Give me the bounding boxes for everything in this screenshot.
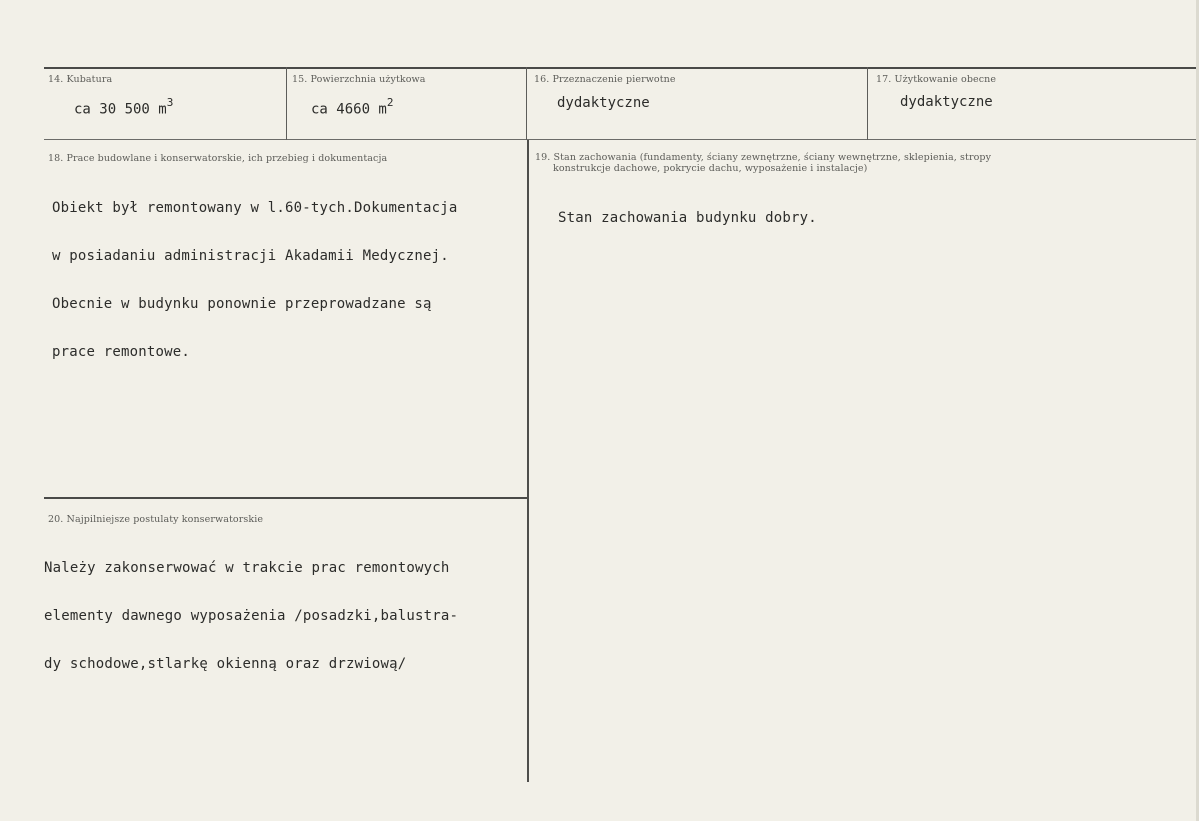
field-15-value [311,98,393,118]
field-18-line: w posiadaniu administracji Akadamii Medycznej. [52,248,449,264]
field-20-line: Należy zakonserwować w trakcie prac remontowych [44,560,450,576]
divider-15-16 [526,67,527,140]
field-14-label: 14. Kubatura [48,74,113,85]
field-20-text [44,528,458,704]
divider-main [527,140,529,782]
divider-14-15 [286,67,287,140]
field-20-line: elementy dawnego wyposażenia /posadzki,balustra- [44,608,459,624]
field-19-label-line: konstrukcje dachowe, pokrycie dachu, wyposażenie i instalacje) [553,163,868,174]
field-15-unit-exponent: 2 [386,96,394,109]
field-14-value [74,98,173,118]
field-18-line: Obiekt był remontowany w l.60-tych.Dokumentacja [52,200,458,216]
field-20-label: 20. Najpilniejsze postulaty konserwatorskie [48,514,264,525]
field-14-unit-exponent: 3 [166,96,174,109]
field-16-label: 16. Przeznaczenie pierwotne [534,74,676,85]
divider-16-17 [867,67,868,140]
field-18-line: Obecnie w budynku ponownie przeprowadzane są [52,296,432,312]
field-14-number: ca 30 500 m [74,101,167,118]
field-18-text [52,168,458,392]
field-15-label: 15. Powierzchnia użytkowa [292,74,426,85]
field-16-value: dydaktyczne [557,95,650,111]
field-18-line: prace remontowe. [52,344,191,360]
field-17-value: dydaktyczne [900,94,993,110]
field-19-label [535,152,991,174]
field-17-label: 17. Użytkowanie obecne [876,74,997,85]
field-20-line: dy schodowe,stlarkę okienną oraz drzwiową/ [44,656,407,672]
row1-bottom-rule [44,139,1196,140]
top-rule [44,67,1196,69]
field-18-label: 18. Prace budowlane i konserwatorskie, ich przebieg i dokumentacja [48,153,388,164]
field-15-number: ca 4660 m [311,101,387,118]
section-20-rule [44,497,527,499]
field-19-text [558,178,817,258]
field-19-label-line: 19. Stan zachowania (fundamenty, ściany zewnętrzne, ściany wewnętrzne, sklepienia, stropy [535,152,992,163]
field-19-line: Stan zachowania budynku dobry. [558,210,817,226]
